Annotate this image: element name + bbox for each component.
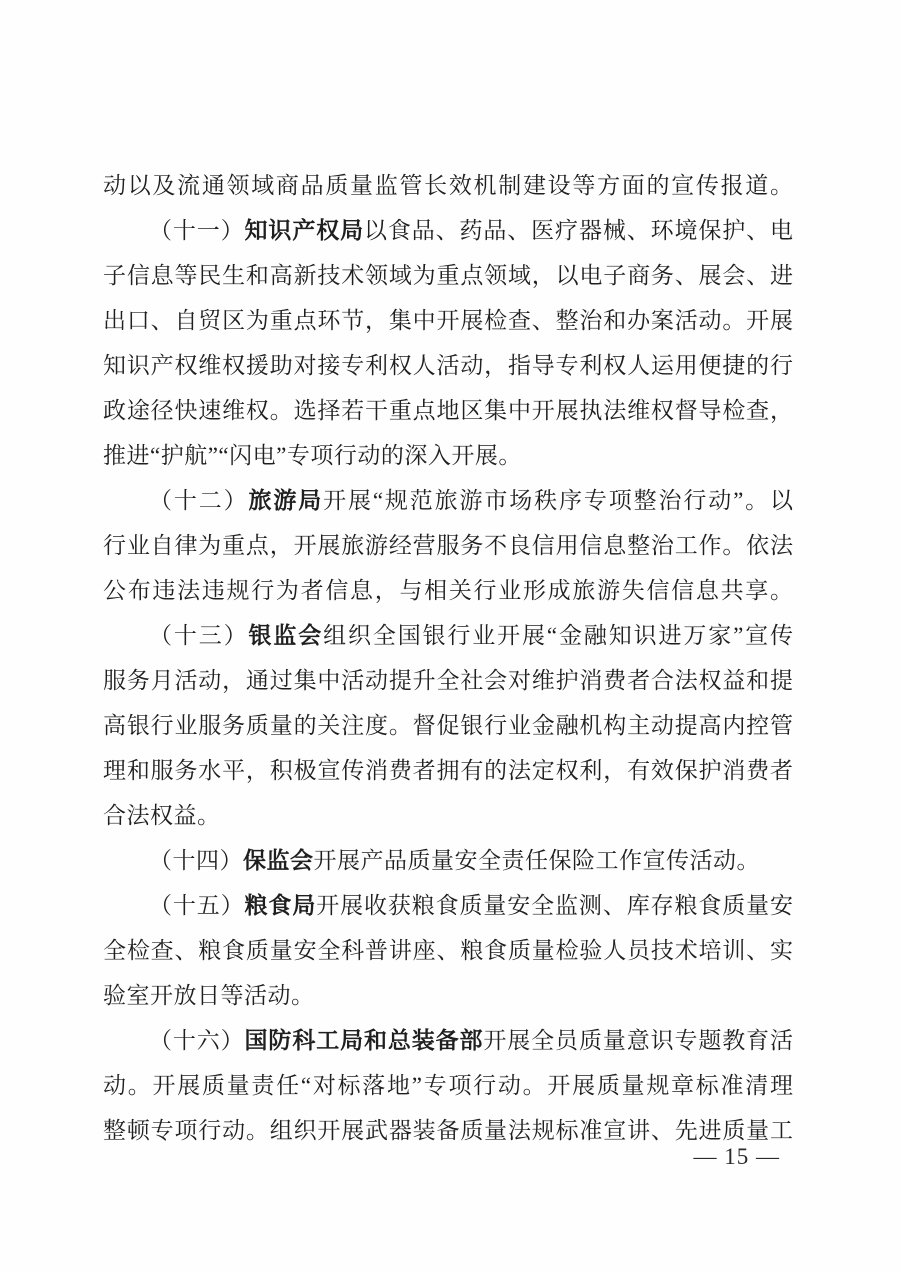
body-text: 子信息等民生和高新技术领域为重点领域，以电子商务、展会、进 [103,263,793,288]
body-text: 行业自律为重点，开展旅游经营服务不良信用信息整治工作。依法 [103,533,793,558]
body-text: 开展全员质量意识专题教育活 [483,1028,794,1053]
body-text: 合法权益。 [103,803,221,828]
text-line [103,793,793,838]
body-text: 高银行业服务质量的关注度。督促银行业金融机构主动提高内控管 [103,713,793,738]
body-text: 全检查、粮食质量安全科普讲座、粮食质量检验人员技术培训、实 [103,938,793,963]
body-text: 组织全国银行业开展“金融知识进万家”宣传 [323,623,794,648]
text-line [103,208,793,253]
body-text: 知识产权维权援助对接专利权人活动，指导专利权人运用便捷的行 [103,353,793,378]
text-line [103,838,793,883]
text-line [103,298,793,343]
text-line [103,883,793,928]
body-text: （十三） [149,623,249,648]
page-number: — 15 — [693,1144,780,1169]
text-line [103,253,793,298]
department-name: 银监会 [248,623,324,648]
body-text: 政途径快速维权。选择若干重点地区集中开展执法维权督导检查， [103,398,793,423]
body-text: 理和服务水平，积极宣传消费者拥有的法定权利，有效保护消费者 [103,758,793,783]
body-text: 出口、自贸区为重点环节，集中开展检查、整治和办案活动。开展 [103,308,793,333]
text-line [103,523,793,568]
text-line [103,433,793,478]
text-line [103,973,793,1018]
text-line [103,388,793,433]
text-line [103,343,793,388]
text-line [103,703,793,748]
text-line [103,1018,793,1063]
body-text: 服务月活动，通过集中活动提升全社会对维护消费者合法权益和提 [103,668,793,693]
body-text: 推进“护航”“闪电”专项行动的深入开展。 [103,443,522,468]
body-text: 验室开放日等活动。 [103,983,315,1008]
body-text: （十二） [149,488,249,513]
text-line [103,613,793,658]
body-text: （十四） [149,848,243,873]
text-line [103,163,793,208]
body-text: 开展收获粮食质量安全监测、库存粮食质量安 [316,893,794,918]
department-name: 粮食局 [244,893,317,918]
text-line [103,568,793,613]
text-line [103,1108,793,1153]
document-body [103,163,793,1153]
body-text: 开展产品质量安全责任保险工作宣传活动。 [313,848,760,873]
body-text: （十一） [149,218,245,243]
text-line [103,1063,793,1108]
body-text: 动以及流通领域商品质量监管长效机制建设等方面的宣传报道。 [103,173,793,198]
department-name: 知识产权局 [244,218,364,243]
department-name: 国防科工局和总装备部 [244,1028,484,1053]
text-line [103,478,793,523]
body-text: 公布违法违规行为者信息，与相关行业形成旅游失信信息共享。 [103,578,793,603]
text-line [103,658,793,703]
text-line [103,928,793,973]
text-line [103,748,793,793]
body-text: （十六） [149,1028,245,1053]
body-text: 动。开展质量责任“对标落地”专项行动。开展质量规章标准清理 [103,1073,793,1098]
body-text: 开展“规范旅游市场秩序专项整治行动”。以 [323,488,794,513]
department-name: 保监会 [243,848,314,873]
department-name: 旅游局 [248,488,324,513]
body-text: （十五） [149,893,245,918]
body-text: 以食品、药品、医疗器械、环境保护、电 [363,218,794,243]
body-text: 整顿专项行动。组织开展武器装备质量法规标准宣讲、先进质量工 [103,1118,793,1143]
